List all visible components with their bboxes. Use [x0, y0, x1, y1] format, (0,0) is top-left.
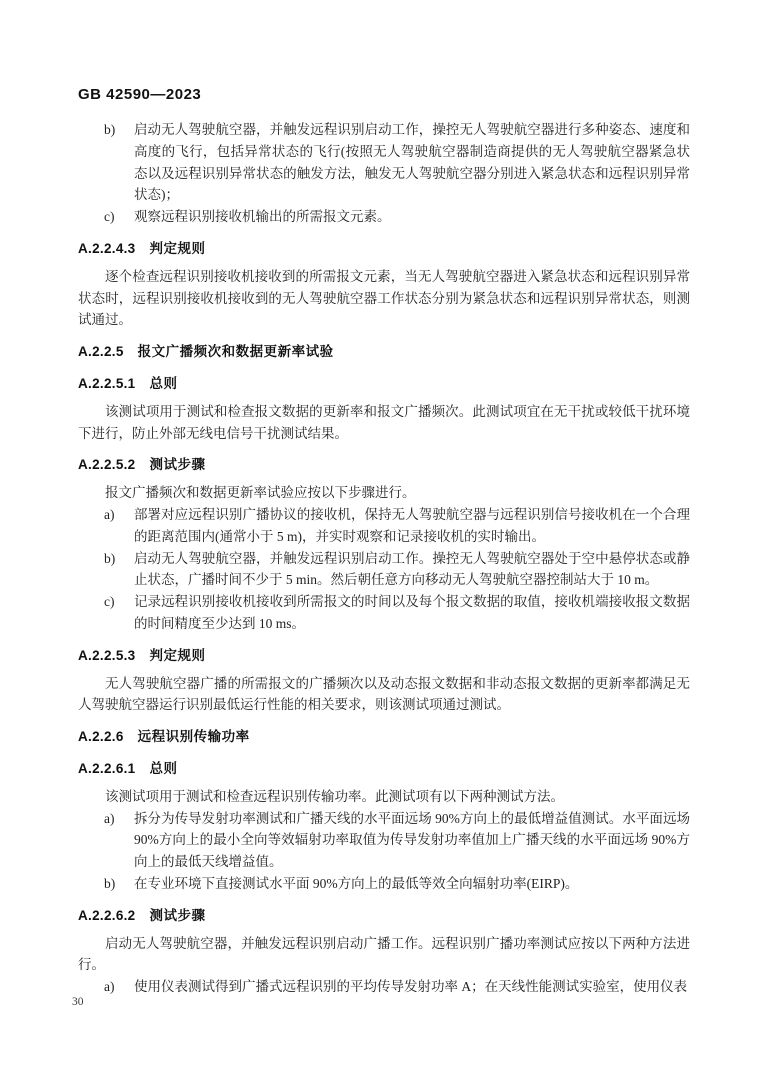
section-number: A.2.2.5.1: [78, 375, 136, 391]
list-item-text: 记录远程识别接收机接收到所需报文的时间以及每个报文数据的取值，接收机端接收报文数据的时间精度至少达到 10 ms。: [134, 594, 690, 631]
list-item-label: b): [104, 122, 116, 137]
section-title: 总则: [149, 760, 178, 776]
list-item: [78, 808, 690, 873]
list-item: [78, 548, 690, 592]
list-item-label: c): [104, 594, 115, 610]
list-item: [78, 504, 690, 548]
list-item-label: b): [104, 550, 116, 566]
section-title: 测试步骤: [149, 457, 206, 473]
paragraph: 逐个检查远程识别接收机接收到的所需报文元素，当无人驾驶航空器进入紧急状态和远程识别异常状态时，远程识别接收机接收到的无人驾驶航空器工作状态分别为紧急状态和远程识别异常状态，则测试通过。: [78, 268, 690, 328]
section-number: A.2.2.5: [78, 344, 124, 360]
paragraph: 该测试项用于测试和检查报文数据的更新率和报文广播频次。此测试项宜在无干扰或较低干扰环境下进行，防止外部无线电信号干扰测试结果。: [78, 403, 690, 441]
list-item-text: 观察远程识别接收机输出的所需报文元素。: [134, 209, 391, 225]
list-item-label: c): [104, 209, 115, 225]
list-item: [78, 119, 690, 206]
list-item-text: 拆分为传导发射功率测试和广播天线的水平面远场 90%方向上的最低增益值测试。水平面远场 90%方向上的最小全向等效辐射功率取值为传导发射功率值加上广播天线的水平面远场 90%方向上的最低天线增益值。: [134, 810, 690, 870]
section-number: A.2.2.4.3: [78, 240, 136, 256]
list-item: [78, 206, 690, 228]
list-item: [78, 873, 690, 895]
section-title: 报文广播频次和数据更新率试验: [137, 344, 334, 360]
list-item-text: 在专业环境下直接测试水平面 90%方向上的最低等效全向辐射功率(EIRP)。: [134, 875, 579, 891]
paragraph: 无人驾驶航空器广播的所需报文的广播频次以及动态报文数据和非动态报文数据的更新率都满足无人驾驶航空器运行识别最低运行性能的相关要求，则该测试项通过测试。: [78, 675, 690, 713]
list-item-label: a): [104, 979, 115, 995]
page-number: 30: [72, 996, 84, 1008]
section-number: A.2.2.6.1: [78, 760, 136, 776]
list-item-text: 启动无人驾驶航空器，并触发远程识别启动工作。操控无人驾驶航空器处于空中悬停状态或静止状态，广播时间不少于 5 min。然后朝任意方向移动无人驾驶航空器控制站大于 10 m。: [134, 550, 690, 588]
paragraph: 启动无人驾驶航空器，并触发远程识别启动广播工作。远程识别广播功率测试应按以下两种方法进行。: [78, 935, 690, 973]
doc-code: GB 42590—2023: [78, 86, 202, 103]
list-item: [78, 591, 690, 635]
paragraph: 该测试项用于测试和检查远程识别传输功率。此测试项有以下两种测试方法。: [105, 788, 564, 804]
section-heading-a2243: [78, 238, 690, 260]
list-item: [78, 976, 690, 998]
list-item-text: 使用仪表测试得到广播式远程识别的平均传导发射功率 A；在天线性能测试实验室，使用仪表: [134, 979, 688, 995]
list-item-text: 部署对应远程识别广播协议的接收机，保持无人驾驶航空器与远程识别信号接收机在一个合理的距离范围内(通常小于 5 m)，并实时观察和记录接收机的实时输出。: [134, 506, 690, 544]
section-number: A.2.2.6.2: [78, 907, 136, 923]
section-title: 判定规则: [149, 240, 206, 256]
section-heading-a2252: [78, 454, 690, 476]
section-title: 总则: [149, 375, 178, 391]
section-title: 远程识别传输功率: [137, 729, 250, 745]
section-number: A.2.2.5.2: [78, 457, 136, 473]
section-number: A.2.2.6: [78, 729, 124, 745]
section-number: A.2.2.5.3: [78, 647, 136, 663]
section-heading-a2253: [78, 645, 690, 667]
section-title: 判定规则: [149, 647, 206, 663]
section-heading-a2262: [78, 905, 690, 927]
section-heading-a2261: [78, 758, 690, 780]
paragraph: 报文广播频次和数据更新率试验应按以下步骤进行。: [105, 485, 416, 501]
section-heading-a2251: [78, 373, 690, 395]
section-title: 测试步骤: [149, 907, 206, 923]
document-body: [78, 119, 690, 998]
section-heading-a226: [78, 726, 690, 748]
list-item-label: a): [104, 810, 115, 826]
list-item-text: 启动无人驾驶航空器，并触发远程识别启动工作，操控无人驾驶航空器进行多种姿态、速度和高度的飞行，包括异常状态的飞行(按照无人驾驶航空器制造商提供的无人驾驶航空器紧急状态以及远程识别异常状态的触发方法，触发无人驾驶航空器分别进入紧急状态和远程识别异常状态)；: [134, 122, 690, 203]
list-item-label: a): [104, 506, 115, 522]
section-heading-a225: [78, 341, 690, 363]
list-item-label: b): [104, 875, 116, 891]
